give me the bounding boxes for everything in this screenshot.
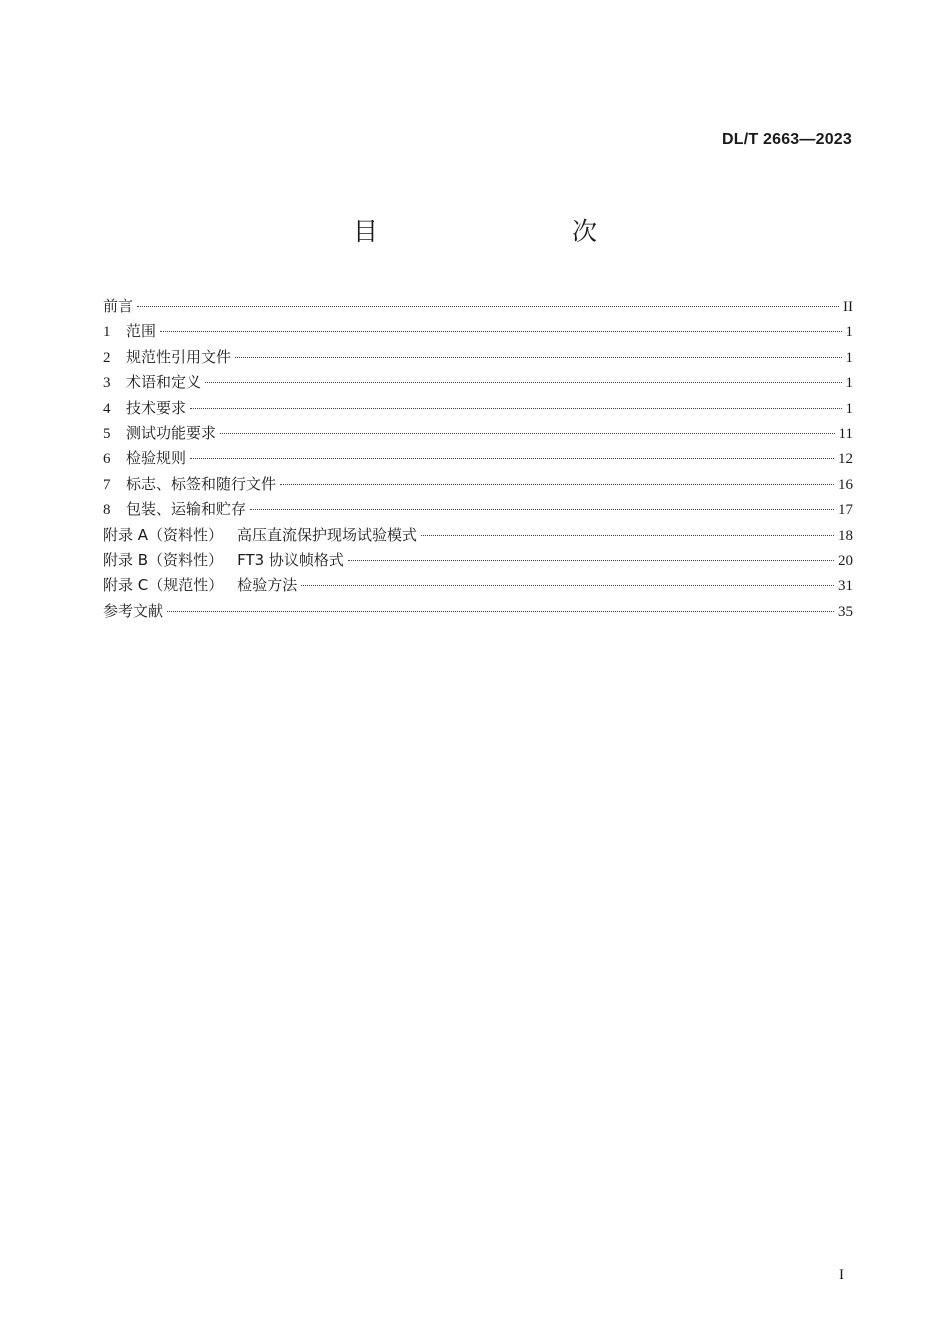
toc-entry-label: 5 测试功能要求 (103, 421, 216, 447)
dot-leader (137, 306, 839, 307)
toc-entry-label: 附录 B（资料性） FT3 协议帧格式 (103, 550, 344, 569)
toc-entry-scope[interactable] (103, 319, 853, 344)
toc-page-number: 16 (838, 476, 853, 493)
toc-entry-label: 附录 A（资料性） 高压直流保护现场试验模式 (103, 525, 418, 544)
toc-entry-label: 附录 C（规范性） 检验方法 (103, 576, 298, 595)
toc-section-number: 2 (103, 349, 111, 366)
toc-entry-annex-b[interactable] (103, 548, 853, 573)
toc-entry-terms[interactable] (103, 370, 853, 395)
dot-leader (190, 458, 834, 459)
toc-entry-annex-c[interactable] (103, 573, 853, 598)
dot-leader (220, 433, 835, 434)
toc-entry-label: 4 技术要求 (103, 396, 186, 422)
toc-title: 目 次 (352, 217, 645, 246)
toc-section-number: 1 (103, 324, 111, 341)
toc-entry-label: 3 术语和定义 (103, 370, 201, 396)
document-code: DL/T 2663—2023 (722, 131, 852, 148)
dot-leader (160, 331, 841, 332)
toc-entry-annex-a[interactable] (103, 523, 853, 548)
toc-entry-inspection-rules[interactable] (103, 446, 853, 471)
toc-entry-label: 7 标志、标签和随行文件 (103, 472, 276, 498)
table-of-contents (103, 294, 853, 624)
toc-page-number: 1 (845, 324, 853, 341)
toc-section-number: 6 (103, 451, 111, 468)
toc-page-number: 1 (845, 375, 853, 392)
toc-entry-label: 1 范围 (103, 319, 156, 345)
toc-entry-label: 前言 (103, 297, 134, 315)
dot-leader (280, 484, 834, 485)
toc-page-number: 17 (838, 502, 853, 519)
toc-section-number: 8 (103, 502, 111, 519)
toc-section-number: 7 (103, 476, 111, 493)
toc-entry-bibliography[interactable] (103, 599, 853, 624)
toc-entry-normative-references[interactable] (103, 345, 853, 370)
toc-page-number: 1 (845, 400, 853, 417)
dot-leader (421, 535, 834, 536)
toc-entry-label: 8 包装、运输和贮存 (103, 497, 246, 523)
toc-page-number: 20 (838, 552, 853, 569)
toc-annex-title: 高压直流保护现场试验模式 (237, 525, 418, 544)
toc-entry-technical-requirements[interactable] (103, 396, 853, 421)
toc-page-number: II (843, 299, 853, 315)
toc-section-number: 3 (103, 375, 111, 392)
dot-leader (167, 611, 834, 612)
page-number: I (839, 1267, 844, 1283)
toc-entry-test-function[interactable] (103, 421, 853, 446)
toc-entry-marking[interactable] (103, 472, 853, 497)
toc-section-number: 5 (103, 425, 111, 442)
toc-annex-title: 检验方法 (237, 576, 298, 595)
dot-leader (235, 357, 841, 358)
dot-leader (250, 509, 834, 510)
dot-leader (190, 408, 841, 409)
dot-leader (348, 560, 834, 561)
toc-entry-label: 参考文献 (103, 601, 164, 620)
toc-page-number: 12 (838, 451, 853, 468)
toc-entry-label: 2 规范性引用文件 (103, 345, 231, 371)
toc-page-number: 11 (838, 425, 853, 442)
toc-section-number: 4 (103, 400, 111, 417)
toc-page-number: 1 (845, 349, 853, 366)
toc-page-number: 35 (838, 603, 853, 620)
toc-annex-title: FT3 协议帧格式 (237, 550, 344, 569)
toc-page-number: 31 (838, 578, 853, 595)
toc-entry-label: 6 检验规则 (103, 446, 186, 472)
dot-leader (205, 382, 841, 383)
toc-page-number: 18 (838, 527, 853, 544)
dot-leader (301, 585, 834, 586)
toc-entry-foreword[interactable] (103, 294, 853, 319)
toc-entry-packaging[interactable] (103, 497, 853, 522)
